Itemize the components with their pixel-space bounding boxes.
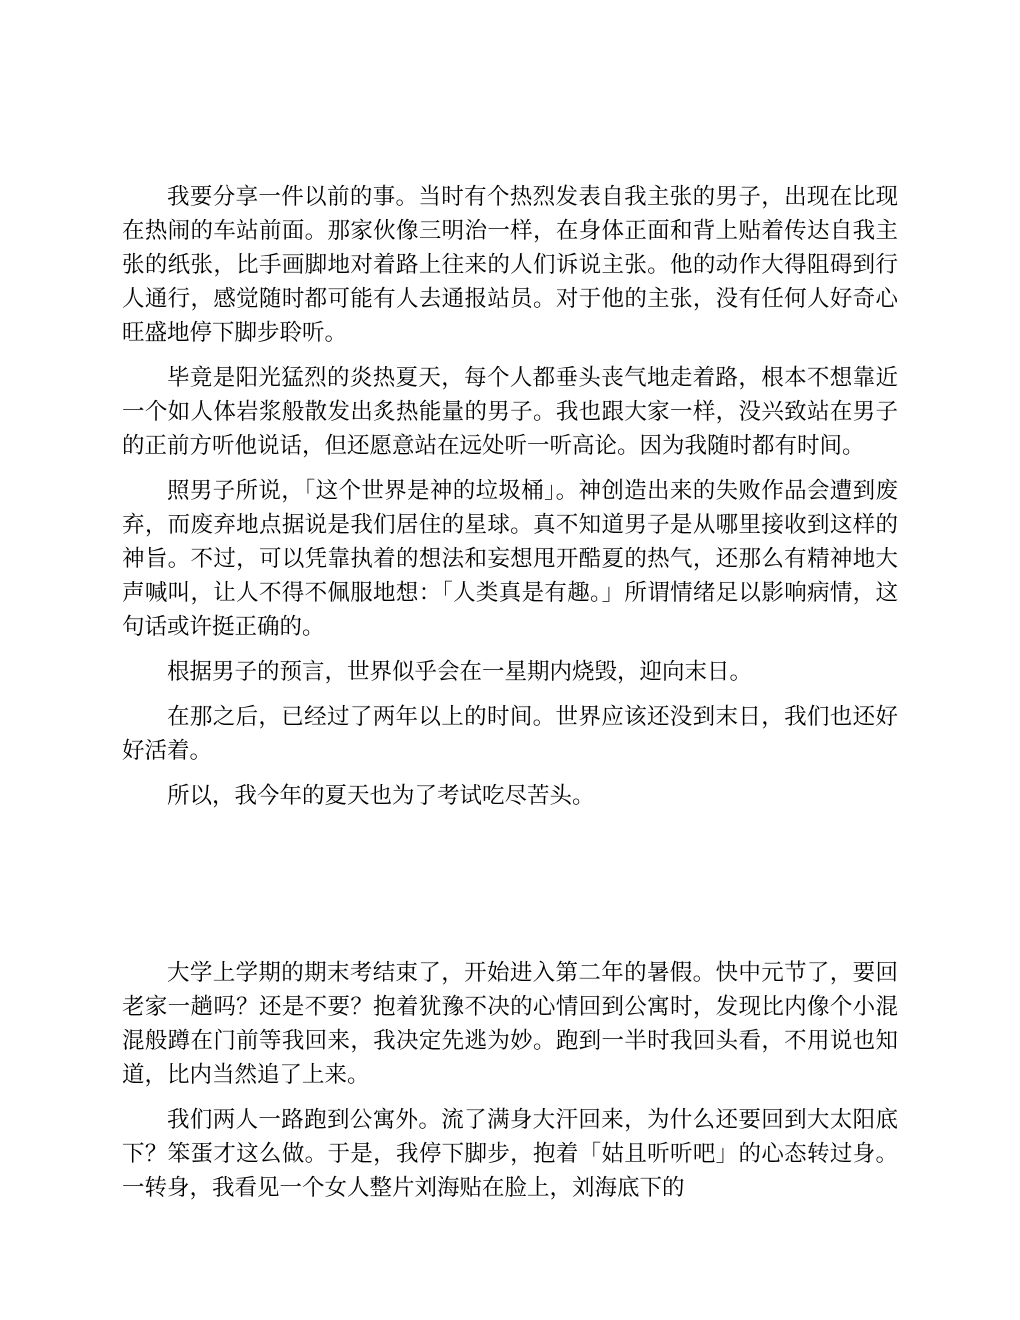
paragraph: 大学上学期的期末考结束了，开始进入第二年的暑假。快中元节了，要回老家一趟吗？还是不要？抱着犹豫不决的心情回到公寓时，发现比内像个小混混般蹲在门前等我回来，我决定先逃为妙。跑到一半时我回头看，不用说也知道，比内当然追了上来。 [122,960,898,1088]
text-section-2 [122,956,898,1216]
paragraph: 照男子所说，「这个世界是神的垃圾桶」。神创造出来的失败作品会遭到废弃，而废弃地点据说是我们居住的星球。真不知道男子是从哪里接收到这样的神旨。不过，可以凭靠执着的想法和妄想甩开酷夏的热气，还那么有精神地大声喊叫，让人不得不佩服地想：「人类真是有趣。」所谓情绪足以影响病情，这句话或许挺正确的。 [122,478,898,640]
paragraph: 所以，我今年的夏天也为了考试吃尽苦头。 [167,783,595,809]
paragraph: 我要分享一件以前的事。当时有个热烈发表自我主张的男子，出现在比现在热闹的车站前面。那家伙像三明治一样，在身体正面和背上贴着传达自我主张的纸张，比手画脚地对着路上往来的人们诉说主张。他的动作大得阻碍到行人通行，感觉随时都可能有人去通报站员。对于他的主张，没有任何人好奇心旺盛地停下脚步聆听。 [122,184,898,346]
paragraph: 毕竟是阳光猛烈的炎热夏天，每个人都垂头丧气地走着路，根本不想靠近一个如人体岩浆般散发出炙热能量的男子。我也跟大家一样，没兴致站在男子的正前方听他说话，但还愿意站在远处听一听高论。因为我随时都有时间。 [122,365,898,459]
paragraph: 我们两人一路跑到公寓外。流了满身大汗回来，为什么还要回到大太阳底下？笨蛋才这么做。于是，我停下脚步，抱着「姑且听听吧」的心态转过身。一转身，我看见一个女人整片刘海贴在脸上，刘海底下的 [122,1107,898,1201]
text-section-1 [122,180,898,824]
paragraph: 在那之后，已经过了两年以上的时间。世界应该还没到末日，我们也还好好活着。 [122,704,898,764]
paragraph: 根据男子的预言，世界似乎会在一星期内烧毁，迎向末日。 [167,659,753,685]
